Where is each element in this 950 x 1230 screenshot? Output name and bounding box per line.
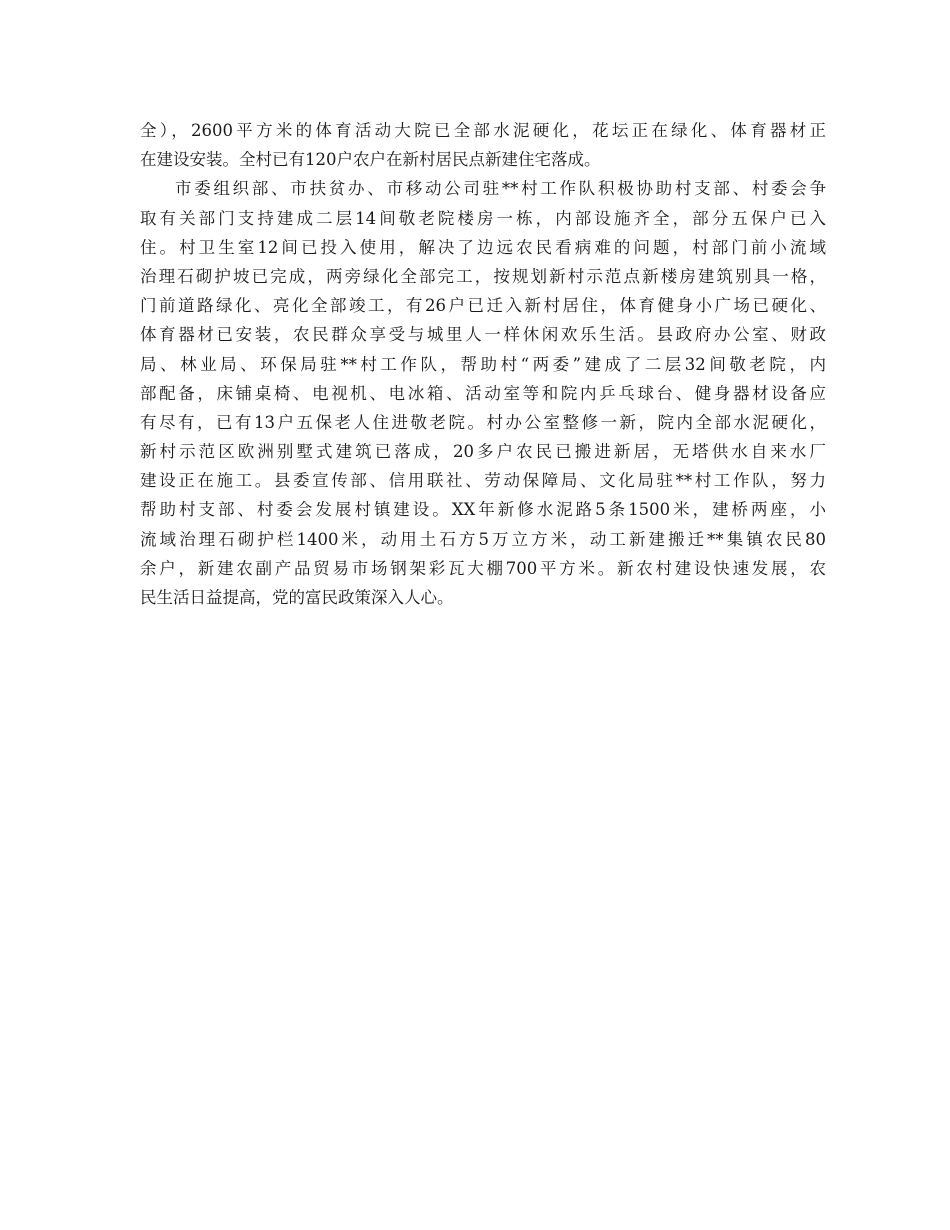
text-line: 局、林业局、环保局驻**村工作队，帮助村“两委”建成了二层32间敬老院，内 <box>140 354 826 374</box>
text-line: 有尽有，已有13户五保老人住进敬老院。村办公室整修一新，院内全部水泥硬化， <box>140 412 826 432</box>
text-line: 体育器材已安装，农民群众享受与城里人一样休闲欢乐生活。县政府办公室、财政 <box>140 325 826 345</box>
text-line: 帮助村支部、村委会发展村镇建设。XX年新修水泥路5条1500米，建桥两座，小 <box>140 500 826 520</box>
text-line: 门前道路绿化、亮化全部竣工，有26户已迁入新村居住，体育健身小广场已硬化、 <box>140 296 826 316</box>
body-text <box>140 116 826 612</box>
text-line: 在建设安装。全村已有120户农户在新村居民点新建住宅落成。 <box>140 150 601 170</box>
text-line: 余户，新建农副产品贸易市场钢架彩瓦大棚700平方米。新农村建设快速发展，农 <box>140 558 826 578</box>
text-line: 建设正在施工。县委宣传部、信用联社、劳动保障局、文化局驻**村工作队，努力 <box>140 471 826 491</box>
text-line: 治理石砌护坡已完成，两旁绿化全部完工，按规划新村示范点新楼房建筑别具一格， <box>140 266 826 286</box>
text-line: 部配备，床铺桌椅、电视机、电冰箱、活动室等和院内乒乓球台、健身器材设备应 <box>140 383 826 403</box>
text-line: 流域治理石砌护栏1400米，动用土石方5万立方米，动工新建搬迁**集镇农民80 <box>140 529 826 549</box>
text-line: 住。村卫生室12间已投入使用，解决了边远农民看病难的问题，村部门前小流域 <box>140 237 826 257</box>
text-line: 取有关部门支持建成二层14间敬老院楼房一栋，内部设施齐全，部分五保户已入 <box>140 208 826 228</box>
text-line: 新村示范区欧洲别墅式建筑已落成，20多户农民已搬进新居，无塔供水自来水厂 <box>140 442 826 462</box>
text-line: 民生活日益提高，党的富民政策深入人心。 <box>140 588 454 607</box>
text-line: 市委组织部、市扶贫办、市移动公司驻**村工作队积极协助村支部、村委会争 <box>175 179 826 199</box>
paragraph-2 <box>140 174 826 612</box>
paragraph-1 <box>140 116 826 174</box>
text-line: 全），2600平方米的体育活动大院已全部水泥硬化，花坛正在绿化、体育器材正 <box>140 121 826 140</box>
